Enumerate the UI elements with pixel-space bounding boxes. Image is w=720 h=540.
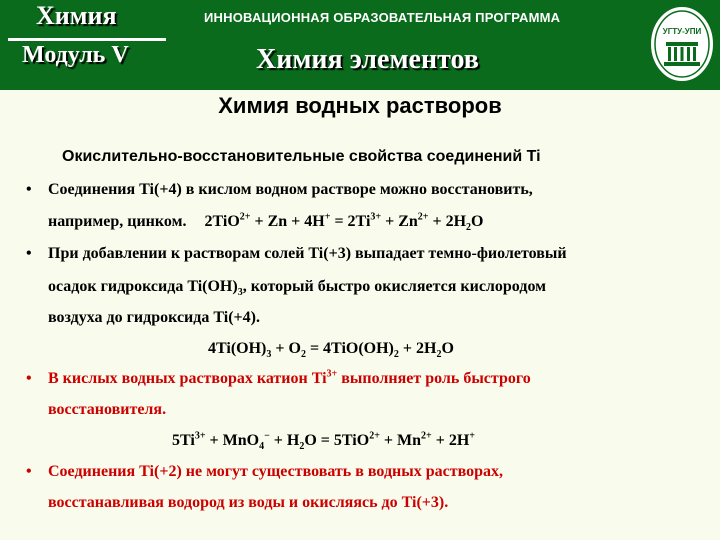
module-label: Модуль V [22,42,129,68]
bullet-2-line-3: воздуха до гидроксида Ti(+4). [48,309,260,326]
university-logo [648,4,716,84]
equation-2: $4Ti(OH)_3 + O_2 = 4TiO(OH)_2 + 2H_2O$ [208,340,454,361]
bullet-marker: • [26,245,32,262]
header-bar [0,0,720,90]
bullet-1-line-2: например, цинком. $2TiO^{2+} + Zn + 4H^+ = 2Ti^{3+} + Zn^{2+} + 2H_2O$ [48,211,484,234]
bullet-3-line-2: восстановителя. [48,401,167,418]
bullet-marker: • [26,181,32,198]
section-title: Химия элементов [256,44,479,75]
logo-text: УГТУ-УПИ [662,27,702,36]
bullet-1-line-1: Соединения Ti(+4) в кислом водном растворе можно восстановить, [48,181,533,198]
slide-subtitle: Окислительно-восстановительные свойства соединений Ti [62,148,541,165]
bullet-marker: • [26,370,32,387]
course-title: Химия [36,1,117,30]
bullet-2-line-1: При добавлении к растворам солей Ti(+3) выпадает темно-фиолетовый [48,245,567,262]
header-divider [8,38,166,41]
bullet-marker: • [26,463,32,480]
equation-1: $2TiO^{2+} + Zn + 4H^+ = 2Ti^{3+} + Zn^{2+} + 2H_2O$ [204,211,484,234]
bullet-3-line-1: В кислых водных растворах катион $Ti^{3+}$ выполняет роль быстрого [48,368,531,387]
slide-title: Химия водных растворов [218,93,502,118]
program-label: ИННОВАЦИОННАЯ ОБРАЗОВАТЕЛЬНАЯ ПРОГРАММА [204,10,561,25]
equation-3: $5Ti^{3+} + MnO_4^- + H_2O = 5TiO^{2+} + Mn^{2+} + 2H^+$ [172,430,475,453]
bullet-4-line-2: восстанавливая водород из воды и окисляясь до Ti(+3). [48,494,449,511]
bullet-4-line-1: Соединения Ti(+2) не могут существовать в водных растворах, [48,463,504,480]
bullet-2-line-2: осадок гидроксида $Ti(OH)_3$, который быстро окисляется кислородом [48,278,547,299]
